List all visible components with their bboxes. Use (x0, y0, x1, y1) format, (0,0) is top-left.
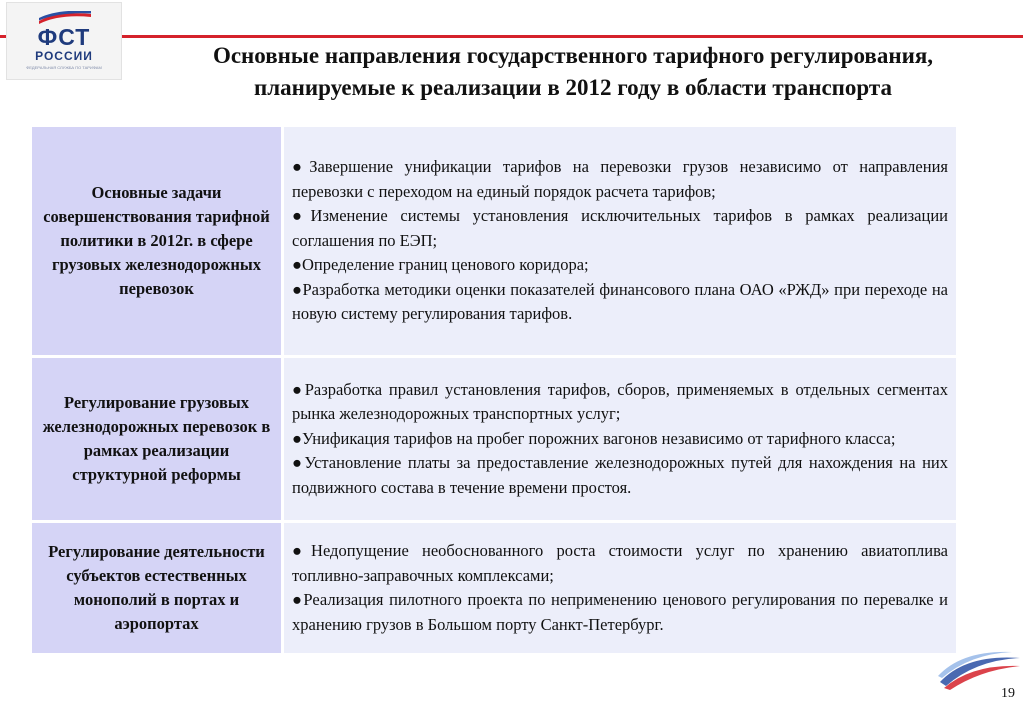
list-item: ●Завершение унификации тарифов на перевозки грузов независимо от направления перевозки с переходом на единый порядок расчета тарифов; (292, 157, 948, 201)
list-item: ●Установление платы за предоставление железнодорожных путей для нахождения на них подвижного состава в течение времени простоя. (292, 453, 948, 497)
row-content (284, 358, 956, 520)
row-heading: Основные задачи совершенствования тарифной политики в 2012г. в сфере грузовых железнодорожных перевозок (32, 127, 281, 355)
list-item: ●Реализация пилотного проекта по неприменению ценового регулирования по перевалке и хранению грузов в Большом порту Санкт-Петербург. (292, 590, 948, 634)
row-heading: Регулирование деятельности субъектов естественных монополий в портах и аэропортах (32, 523, 281, 653)
header-red-line (0, 35, 1023, 38)
list-item: ●Разработка правил установления тарифов, сборов, применяемых в отдельных сегментах рынка железнодорожных транспортных услуг; (292, 379, 948, 424)
list-item: ●Изменение системы установления исключительных тарифов в рамках реализации соглашения по ЕЭП; (292, 206, 948, 250)
table-row (32, 127, 956, 355)
list-item: ●Определение границ ценового коридора; (292, 255, 589, 275)
row-content (284, 127, 956, 355)
title-line-2: планируемые к реализации в 2012 году в области транспорта (253, 75, 892, 100)
title-line-1: Основные направления государственного тарифного регулирования, (212, 43, 934, 68)
table-row (32, 523, 956, 653)
list-item: ●Недопущение необоснованного роста стоимости услуг по хранению авиатоплива топливно-заправочных комплексами; (292, 541, 948, 585)
list-item: ●Разработка методики оценки показателей финансового плана ОАО «РЖД» при переходе на новую систему регулирования тарифов. (292, 279, 948, 324)
page-title (128, 40, 1018, 104)
table-row (32, 358, 956, 520)
directions-table (29, 124, 959, 656)
logo-text: ФСТ (37, 24, 91, 50)
list-item: ●Унификация тарифов на пробег порожних вагонов независимо от тарифного класса; (292, 428, 896, 448)
row-heading: Регулирование грузовых железнодорожных перевозок в рамках реализации структурной реформы (32, 358, 281, 520)
fst-logo (6, 2, 122, 80)
flag-icon (37, 11, 93, 25)
logo-tagline: ФЕДЕРАЛЬНАЯ СЛУЖБА ПО ТАРИФАМ (26, 65, 102, 70)
page-number: 19 (1001, 686, 1015, 701)
row-content (284, 523, 956, 653)
logo-subtext: РОССИИ (35, 49, 93, 63)
